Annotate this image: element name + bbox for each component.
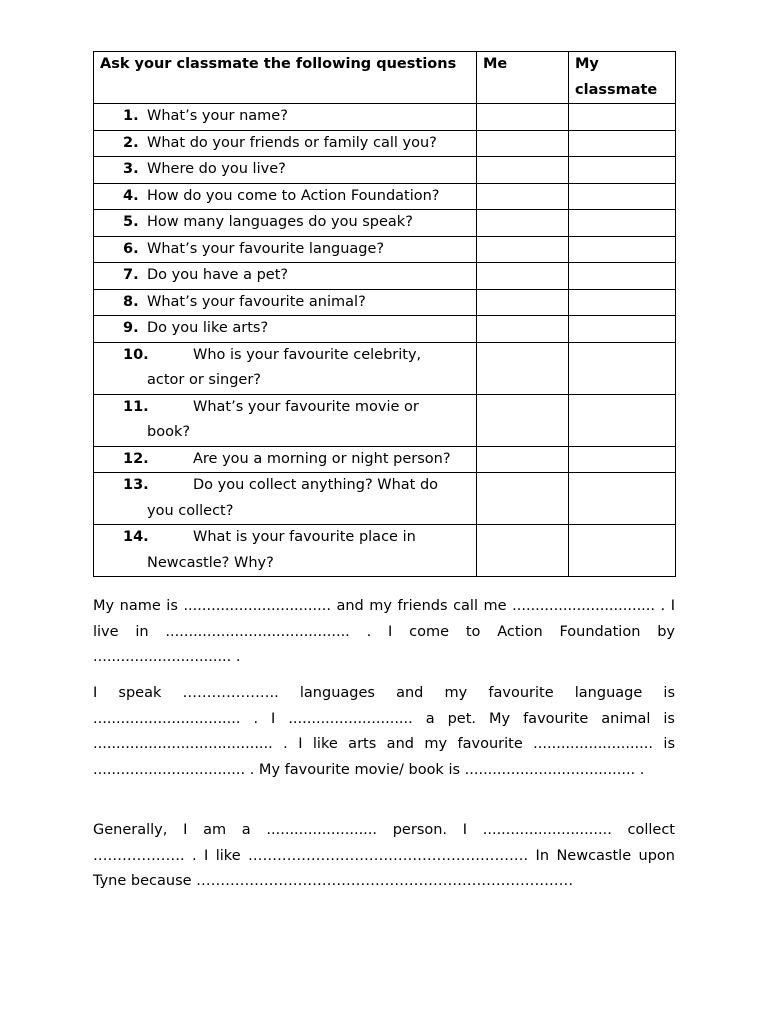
question-text: What do your friends or family call you?: [147, 134, 437, 151]
question-text: Are you a morning or night person?: [193, 450, 451, 467]
table-row: [94, 473, 676, 525]
question-number: 12.: [123, 450, 149, 467]
classmate-answer-cell[interactable]: [569, 316, 676, 343]
table-row: [94, 130, 676, 157]
question-cell: [94, 289, 477, 316]
me-answer-cell[interactable]: [477, 104, 569, 131]
header-question-column: Ask your classmate the following questions: [94, 52, 477, 104]
classmate-answer-cell[interactable]: [569, 183, 676, 210]
classmate-answer-cell[interactable]: [569, 473, 676, 525]
table-row: [94, 183, 676, 210]
table-row: [94, 289, 676, 316]
question-number: 11.: [123, 398, 149, 415]
me-answer-cell[interactable]: [477, 183, 569, 210]
question-number: 1.: [123, 108, 139, 124]
table-row: [94, 525, 676, 577]
question-number: 8.: [123, 293, 139, 310]
question-number: 3.: [123, 161, 139, 177]
question-cell: [94, 183, 477, 210]
question-text: Do you have a pet?: [147, 267, 289, 283]
me-answer-cell[interactable]: [477, 130, 569, 157]
classmate-answer-cell[interactable]: [569, 157, 676, 184]
question-cell: [94, 394, 477, 446]
question-text: Where do you live?: [147, 161, 286, 177]
table-header-row: [94, 52, 676, 104]
me-answer-cell[interactable]: [477, 157, 569, 184]
question-cell: [94, 525, 477, 577]
question-text: What’s your name?: [147, 108, 288, 124]
question-cell: [94, 104, 477, 131]
me-answer-cell[interactable]: [477, 210, 569, 237]
question-text: How do you come to Action Foundation?: [147, 187, 440, 204]
question-cell: [94, 446, 477, 473]
question-number: 6.: [123, 240, 139, 257]
table-row: [94, 394, 676, 446]
question-number: 2.: [123, 134, 139, 151]
question-cell: [94, 342, 477, 394]
question-number: 7.: [123, 267, 139, 283]
table-row: [94, 210, 676, 237]
classmate-answer-cell[interactable]: [569, 446, 676, 473]
header-classmate-column: My classmate: [569, 52, 676, 104]
question-number: 13.: [123, 477, 149, 493]
table-row: [94, 157, 676, 184]
fill-in-paragraph-2: I speak ……………….. languages and my favourite language is ................................ . I ........................... a pet. My favourite animal is ....................................... . I like arts and my favourite .......................... is ................................. . My favourite movie/ book is ..................................... .: [93, 685, 675, 779]
me-answer-cell[interactable]: [477, 289, 569, 316]
me-answer-cell[interactable]: [477, 473, 569, 525]
table-row: [94, 446, 676, 473]
question-text: Who is your favourite celebrity, actor or singer?: [147, 346, 422, 388]
question-text: What’s your favourite movie or book?: [147, 398, 419, 440]
me-answer-cell[interactable]: [477, 525, 569, 577]
question-cell: [94, 236, 477, 263]
question-number: 9.: [123, 320, 139, 336]
classmate-answer-cell[interactable]: [569, 210, 676, 237]
table-row: [94, 342, 676, 394]
question-cell: [94, 157, 477, 184]
worksheet: [93, 51, 675, 577]
table-row: [94, 104, 676, 131]
question-text: What is your favourite place in Newcastle? Why?: [147, 529, 416, 571]
me-answer-cell[interactable]: [477, 316, 569, 343]
classmate-answer-cell[interactable]: [569, 104, 676, 131]
classmate-answer-cell[interactable]: [569, 394, 676, 446]
question-cell: [94, 130, 477, 157]
me-answer-cell[interactable]: [477, 446, 569, 473]
question-cell: [94, 316, 477, 343]
question-cell: [94, 263, 477, 290]
question-number: 5.: [123, 214, 139, 230]
me-answer-cell[interactable]: [477, 342, 569, 394]
classmate-answer-cell[interactable]: [569, 263, 676, 290]
me-answer-cell[interactable]: [477, 394, 569, 446]
question-cell: [94, 210, 477, 237]
classmate-answer-cell[interactable]: [569, 342, 676, 394]
question-text: How many languages do you speak?: [147, 214, 413, 230]
table-row: [94, 316, 676, 343]
classmate-answer-cell[interactable]: [569, 289, 676, 316]
classmate-answer-cell[interactable]: [569, 130, 676, 157]
question-text: Do you collect anything? What do you collect?: [147, 477, 439, 519]
question-number: 14.: [123, 529, 149, 545]
me-answer-cell[interactable]: [477, 236, 569, 263]
classmate-answer-cell[interactable]: [569, 236, 676, 263]
question-text: What’s your favourite language?: [147, 240, 385, 257]
table-row: [94, 263, 676, 290]
questions-table: [93, 51, 676, 577]
question-number: 4.: [123, 187, 139, 204]
question-number: 10.: [123, 346, 149, 363]
classmate-answer-cell[interactable]: [569, 525, 676, 577]
question-text: What’s your favourite animal?: [147, 293, 366, 310]
fill-in-paragraph-1: My name is ................................ and my friends call me ............................... . I live in ........................................ . I come to Action Foundation by .............................. .: [93, 598, 675, 666]
fill-in-paragraph-3: Generally, I am a ........................ person. I ............................ collect ………………. . I like …………………………………………………. In Newcastle upon Tyne because ……………………………………………………………………: [93, 822, 675, 890]
question-text: Do you like arts?: [147, 320, 269, 336]
me-answer-cell[interactable]: [477, 263, 569, 290]
table-row: [94, 236, 676, 263]
header-me-column: Me: [477, 52, 569, 104]
question-cell: [94, 473, 477, 525]
